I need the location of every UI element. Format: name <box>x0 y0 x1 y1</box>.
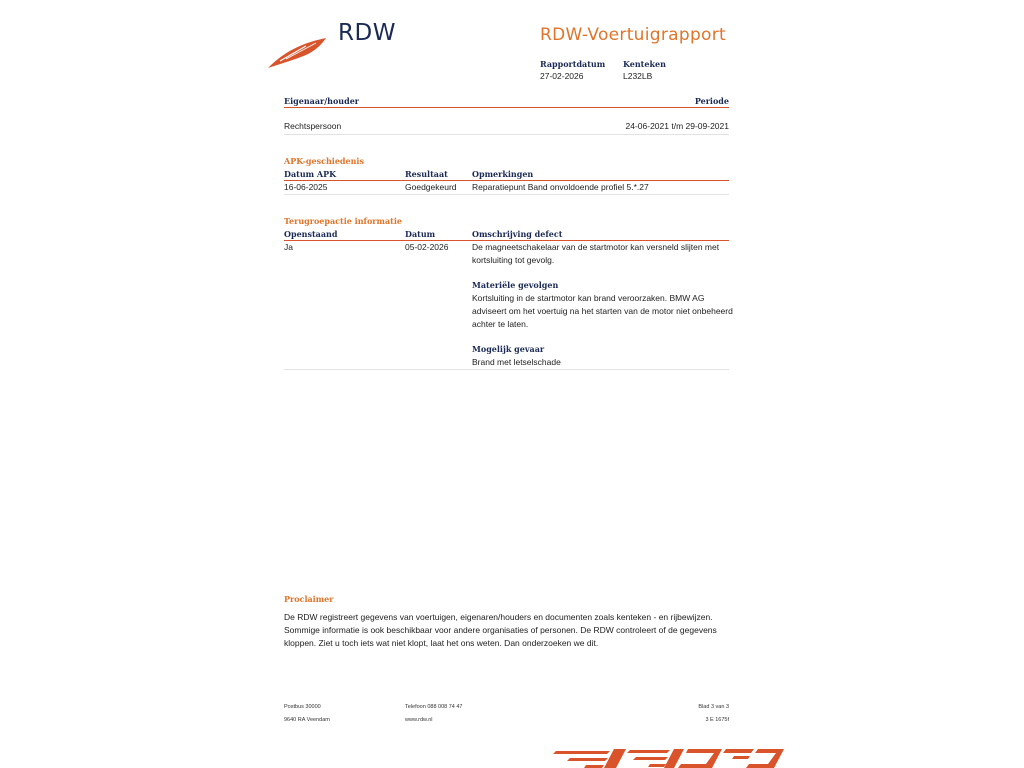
apk-row-date: 16-06-2025 <box>284 182 328 192</box>
recall-defect-line-1: De magneetschakelaar van de startmotor kan versneld slijten met <box>472 242 720 252</box>
report-date-label: Rapportdatum <box>540 59 606 69</box>
owner-divider <box>284 107 729 108</box>
recall-open-value: Ja <box>284 242 293 252</box>
recall-col-defect: Omschrijving defect <box>472 229 563 239</box>
recall-date-value: 05-02-2026 <box>405 242 449 252</box>
apk-col-remarks: Opmerkingen <box>472 169 534 179</box>
apk-row-remarks: Reparatiepunt Band onvoldoende profiel 5.*.27 <box>472 182 649 192</box>
plate-block <box>623 58 666 82</box>
owner-period: 24-06-2021 t/m 29-09-2021 <box>625 121 729 131</box>
recall-defect-line-2: kortsluiting tot gevolg. <box>472 255 555 265</box>
logo-text: RDW <box>338 20 396 46</box>
rdw-feather-logo-icon <box>266 34 330 70</box>
proclaimer-line-3: kloppen. Ziet u toch iets wat niet klopt, laat het ons weten. Dan onderzoeken we dit. <box>284 638 599 648</box>
footer-website-link[interactable]: www.rdw.nl <box>405 717 433 723</box>
recall-consequences-label: Materiële gevolgen <box>472 280 559 290</box>
apk-title: APK-geschiedenis <box>284 156 364 166</box>
recall-danger-label: Mogelijk gevaar <box>472 344 545 354</box>
owner-row-divider <box>284 134 729 135</box>
proclaimer-line-1: De RDW registreert gegevens van voertuigen, eigenaren/houders en documenten zoals kenteken - en rijbewijzen. <box>284 612 713 622</box>
owner-header: Eigenaar/houder <box>284 96 360 106</box>
apk-row-divider <box>284 194 729 195</box>
owner-type: Rechtspersoon <box>284 121 342 131</box>
proclaimer-title: Proclaimer <box>284 594 334 604</box>
recall-row-divider <box>284 369 729 370</box>
apk-col-date: Datum APK <box>284 169 337 179</box>
footer-document-code: 3 E 1675f <box>705 717 729 723</box>
recall-danger-value: Brand met letselschade <box>472 357 561 367</box>
recall-consequences-line-3: achter te laten. <box>472 319 529 329</box>
report-date-value: 27-02-2026 <box>540 71 584 81</box>
plate-value: L232LB <box>623 71 653 81</box>
plate-label: Kenteken <box>623 59 666 69</box>
report-title: RDW-Voertuigrapport <box>540 25 727 45</box>
apk-col-result: Resultaat <box>405 169 448 179</box>
recall-consequences-line-1: Kortsluiting in de startmotor kan brand veroorzaken. BMW AG <box>472 293 705 303</box>
recall-title: Terugroepactie informatie <box>284 216 402 226</box>
period-header: Periode <box>694 96 729 106</box>
footer-city: 9640 RA Veendam <box>284 717 330 723</box>
apk-row-result: Goedgekeurd <box>405 182 457 192</box>
recall-consequences-line-2: adviseert om het voertuig na het starten van de motor niet onbeheerd <box>472 306 733 316</box>
footer-page-number: Blad 3 van 3 <box>698 704 729 710</box>
footer-postbus: Postbus 30000 <box>284 704 321 710</box>
report-date-block <box>540 58 605 82</box>
recall-col-open: Openstaand <box>284 229 338 239</box>
decorative-stripes-icon <box>550 744 790 768</box>
footer-phone: Telefoon 088 008 74 47 <box>405 704 463 710</box>
recall-col-date: Datum <box>405 229 436 239</box>
proclaimer-line-2: Sommige informatie is ook beschikbaar voor andere organisaties of personen. De RDW controleert of de gegevens <box>284 625 717 635</box>
